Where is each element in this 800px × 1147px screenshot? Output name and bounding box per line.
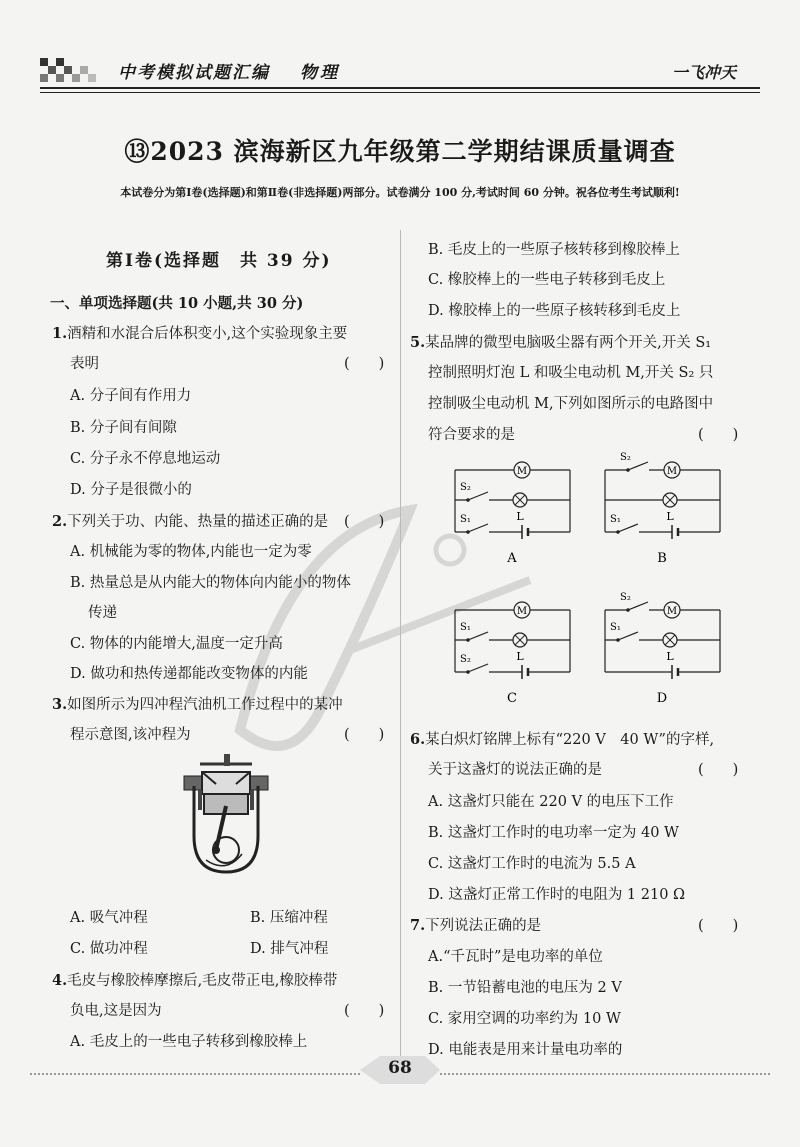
- question-number: 6.: [410, 731, 426, 748]
- question-text: 某品牌的微型电脑吸尘器有两个开关,开关 S₁: [425, 335, 712, 351]
- question-1-stem-cont: 表明: [70, 356, 99, 372]
- motor-label: M: [516, 606, 528, 617]
- page-number: 68: [388, 1058, 412, 1078]
- option-b: B. 一节铅蓄电池的电压为 2 V: [428, 980, 622, 996]
- question-text: 酒精和水混合后体积变小,这个实验现象主要: [67, 326, 348, 342]
- question-6-stem-cont: 关于这盏灯的说法正确的是: [428, 762, 602, 778]
- option-b-cont: 传递: [88, 605, 117, 621]
- option-a: A. 分子间有作用力: [70, 388, 192, 404]
- answer-blank: ( ): [698, 427, 739, 443]
- switch-gap: [467, 497, 489, 503]
- answer-blank: ( ): [698, 918, 739, 934]
- option-a: A. 机械能为零的物体,内能也一定为零: [70, 544, 312, 560]
- circuit-label: A: [507, 551, 517, 566]
- engine-diagram-icon: [180, 750, 272, 878]
- option-d: D. 排气冲程: [250, 941, 329, 957]
- option-b: B. 分子间有间隙: [70, 420, 177, 436]
- option-d: D. 电能表是用来计量电功率的: [428, 1042, 623, 1058]
- footer-dots-right: [440, 1073, 770, 1075]
- exam-title: ⑬2023 滨海新区九年级第二学期结课质量调查: [124, 137, 676, 166]
- question-number: 5.: [410, 334, 426, 351]
- switch-label: S₁: [460, 514, 471, 525]
- publisher-logo: 一飞冲天: [672, 63, 737, 82]
- question-4-stem: [52, 969, 337, 990]
- question-5-stem-2: 控制照明灯泡 L 和吸尘电动机 M,开关 S₂ 只: [428, 365, 714, 381]
- motor-label: M: [666, 466, 678, 477]
- circuit-label: D: [656, 691, 668, 706]
- option-c: C. 这盏灯工作时的电流为 5.5 A: [428, 856, 636, 872]
- switch-gap: [627, 607, 649, 613]
- question-number: 2.: [52, 513, 68, 530]
- question-5-stem-3: 控制吸尘电动机 M,下列如图所示的电路图中: [428, 396, 714, 412]
- question-7-stem: [410, 914, 541, 935]
- question-number: 3.: [52, 696, 68, 713]
- question-number: 7.: [410, 917, 426, 934]
- option-b: B. 压缩冲程: [250, 910, 328, 926]
- option-b: B. 热量总是从内能大的物体向内能小的物体: [70, 575, 351, 591]
- option-d: D. 橡胶棒上的一些原子核转移到毛皮上: [428, 303, 681, 319]
- option-a: A. 毛皮上的一些电子转移到橡胶棒上: [70, 1034, 308, 1050]
- circuit-label: B: [657, 551, 667, 566]
- option-c: C. 物体的内能增大,温度一定升高: [70, 636, 283, 652]
- answer-blank: ( ): [344, 514, 385, 530]
- switch-label: S₁: [610, 622, 621, 633]
- question-text: 如图所示为四冲程汽油机工作过程中的某冲: [67, 697, 343, 713]
- question-text: 下列说法正确的是: [425, 918, 542, 934]
- question-3-stem: [52, 693, 343, 714]
- footer-dots-left: [30, 1073, 360, 1075]
- option-c: C. 家用空调的功率约为 10 W: [428, 1011, 621, 1027]
- question-number: 1.: [52, 325, 68, 342]
- question-text: 某白炽灯铭牌上标有“220 V 40 W”的字样,: [425, 732, 715, 748]
- part1-heading: 第Ⅰ卷(选择题 共 39 分): [106, 251, 332, 271]
- option-c: C. 分子永不停息地运动: [70, 451, 221, 467]
- motor-label: M: [516, 466, 528, 477]
- question-5-stem: [410, 331, 711, 352]
- switch-gap: [617, 529, 639, 535]
- page-header: [0, 0, 800, 100]
- series-title: 中考模拟试题汇编: [118, 63, 270, 83]
- question-3-stem-cont: 程示意图,该冲程为: [70, 727, 191, 743]
- switch-gap: [627, 467, 649, 473]
- option-a: A. 吸气冲程: [70, 910, 148, 926]
- answer-blank: ( ): [344, 727, 385, 743]
- lamp-label: L: [666, 510, 674, 523]
- question-5-stem-4: 符合要求的是: [428, 427, 515, 443]
- switch-gap: [617, 637, 639, 643]
- option-d: D. 做功和热传递都能改变物体的内能: [70, 666, 308, 682]
- option-a: A. 这盏灯只能在 220 V 的电压下工作: [428, 794, 674, 810]
- circuit-label: C: [507, 691, 517, 706]
- question-2-stem: [52, 510, 328, 531]
- lamp-label: L: [516, 650, 524, 663]
- option-a: A.“千瓦时”是电功率的单位: [428, 949, 603, 965]
- switch-label: S₂: [460, 654, 471, 665]
- circuit-diagrams: [450, 452, 740, 730]
- answer-blank: ( ): [344, 1003, 385, 1019]
- switch-label: S₂: [460, 482, 471, 493]
- option-c: C. 做功冲程: [70, 941, 148, 957]
- question-4-stem-cont: 负电,这是因为: [70, 1003, 162, 1019]
- question-text: 毛皮与橡胶棒摩擦后,毛皮带正电,橡胶棒带: [67, 973, 338, 989]
- lamp-label: L: [666, 650, 674, 663]
- switch-label: S₁: [610, 514, 621, 525]
- answer-blank: ( ): [698, 762, 739, 778]
- switch-gap: [467, 637, 489, 643]
- option-d: D. 这盏灯正常工作时的电阻为 1 210 Ω: [428, 887, 686, 903]
- switch-gap: [467, 669, 489, 675]
- question-6-stem: [410, 728, 714, 749]
- header-rule: [40, 87, 760, 89]
- exam-instructions: 本试卷分为第Ⅰ卷(选择题)和第Ⅱ卷(非选择题)两部分。试卷满分 100 分,考试时间 60 分钟。祝各位考生考试顺利!: [120, 186, 680, 199]
- checker-pattern-icon: [40, 58, 100, 84]
- option-b: B. 这盏灯工作时的电功率一定为 40 W: [428, 825, 679, 841]
- option-c: C. 橡胶棒上的一些电子转移到毛皮上: [428, 272, 666, 288]
- answer-blank: ( ): [344, 356, 385, 372]
- question-1-stem: [52, 322, 347, 343]
- switch-label: S₂: [620, 452, 631, 463]
- switch-gap: [467, 529, 489, 535]
- switch-label: S₂: [620, 592, 631, 603]
- section-heading: 一、单项选择题(共 10 小题,共 30 分): [50, 295, 304, 312]
- subject-title: 物理: [300, 63, 340, 83]
- question-number: 4.: [52, 972, 68, 989]
- motor-label: M: [666, 606, 678, 617]
- lamp-label: L: [516, 510, 524, 523]
- option-b: B. 毛皮上的一些原子核转移到橡胶棒上: [428, 242, 680, 258]
- question-text: 下列关于功、内能、热量的描述正确的是: [67, 514, 329, 530]
- header-rule-thin: [40, 92, 760, 93]
- option-d: D. 分子是很微小的: [70, 482, 192, 498]
- switch-label: S₁: [460, 622, 471, 633]
- column-divider: [400, 230, 401, 1060]
